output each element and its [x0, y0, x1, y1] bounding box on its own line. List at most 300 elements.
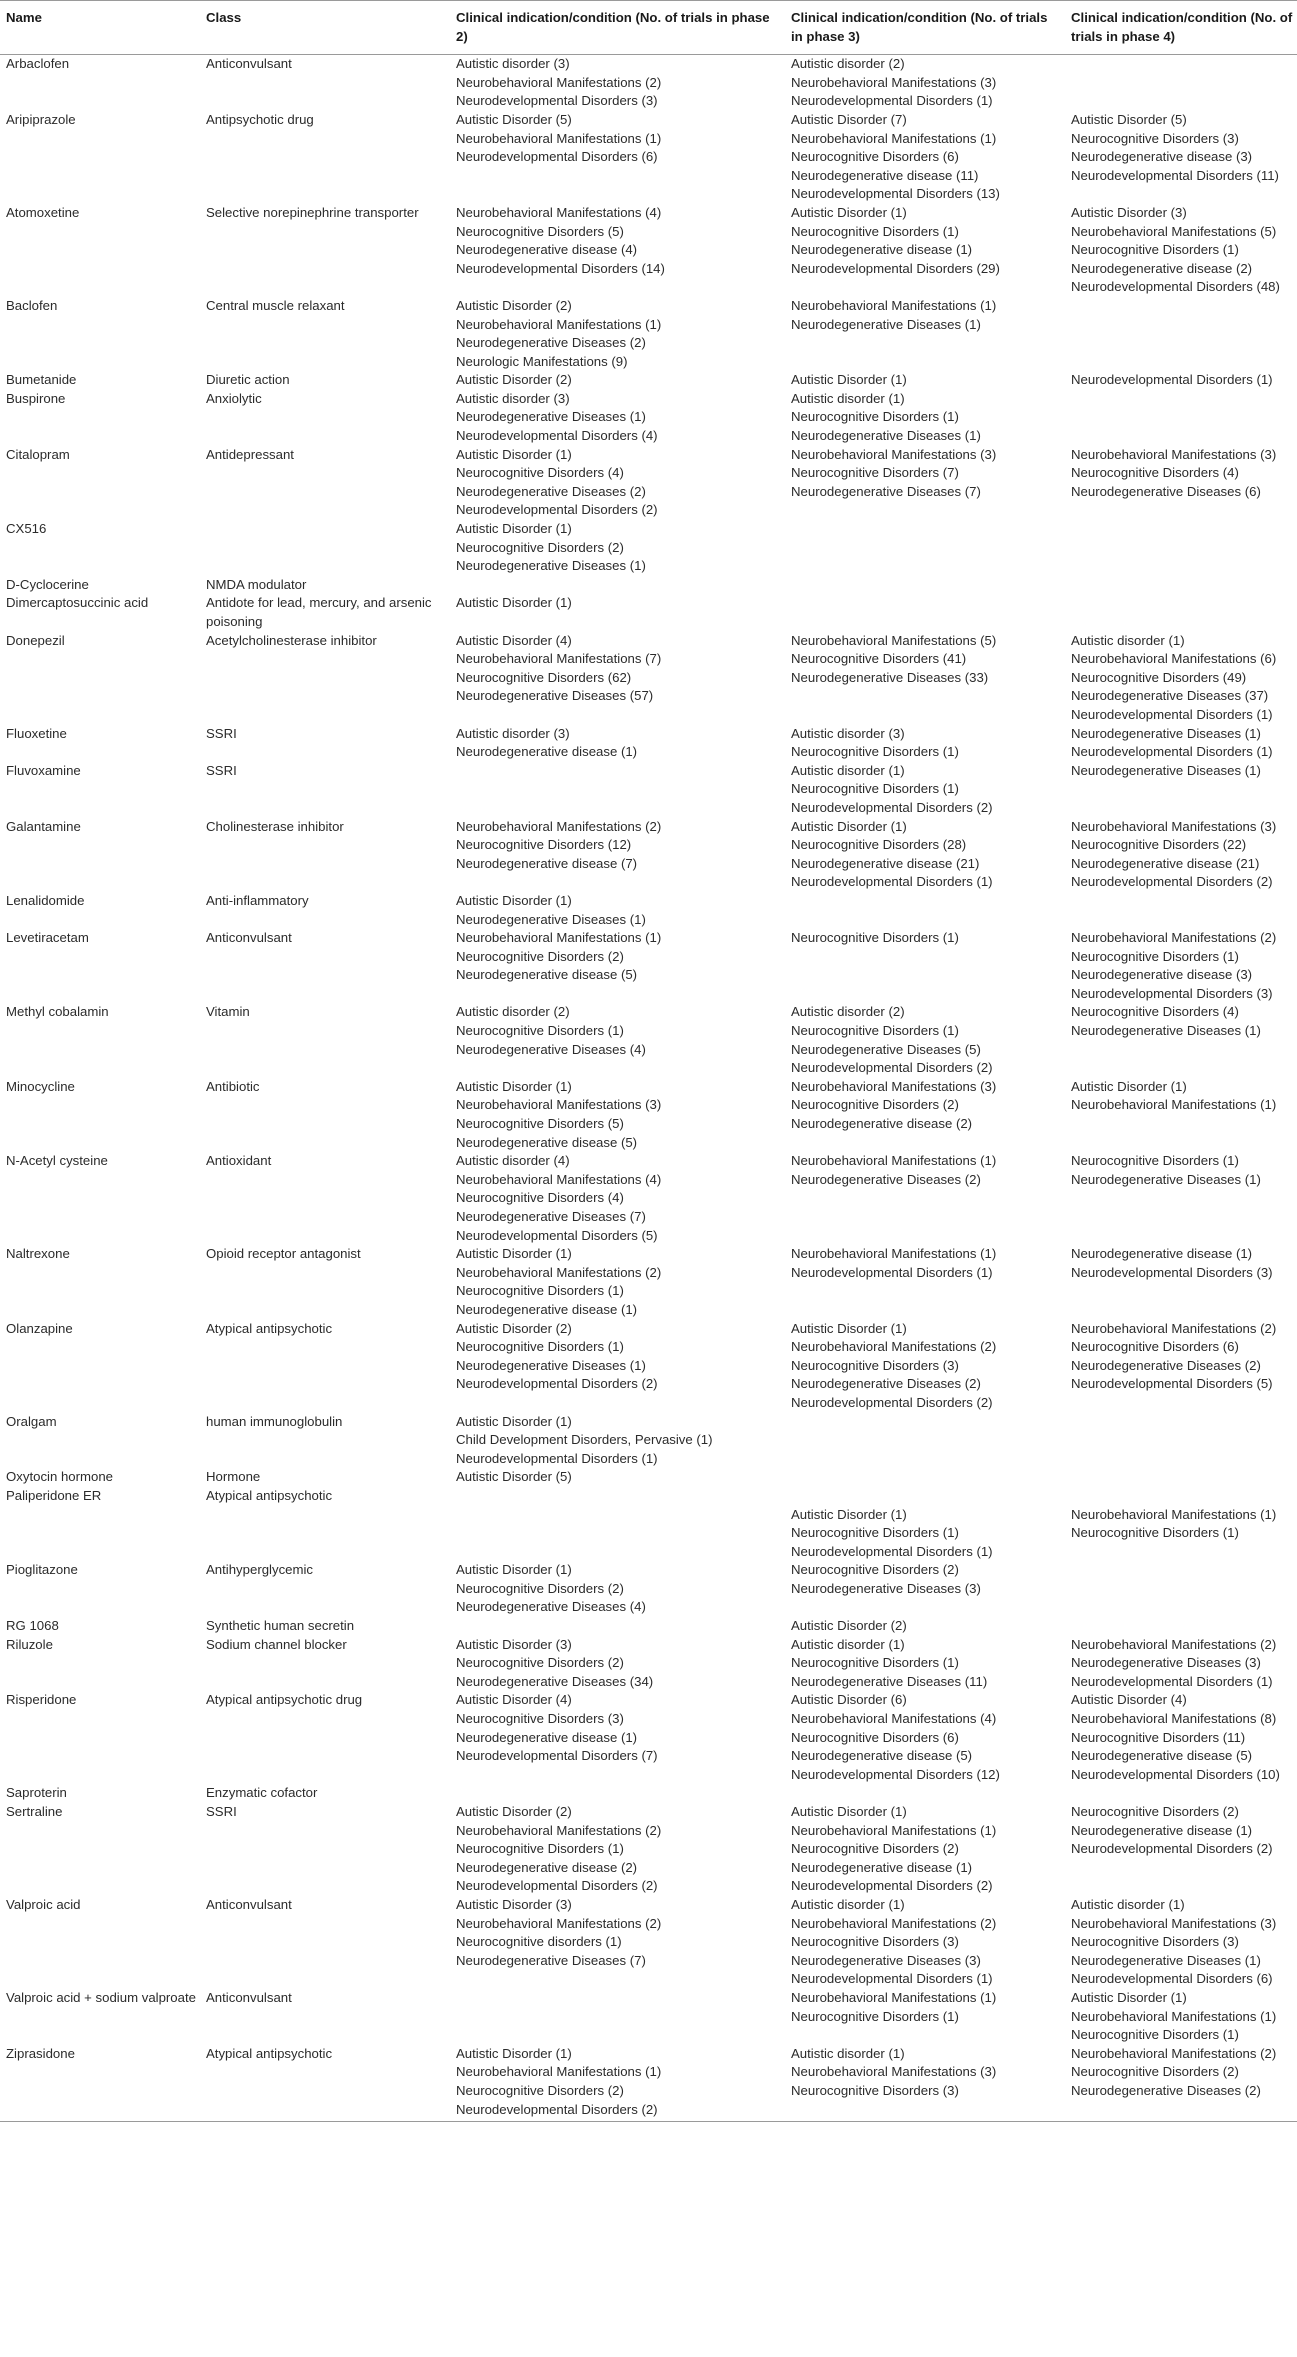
- phase-4-conditions: [1065, 520, 1297, 576]
- condition-entry: Neurodegenerative Diseases (7): [456, 1209, 646, 1224]
- phase-2-conditions: [450, 1320, 785, 1413]
- condition-entry: Neurobehavioral Manifestations (2): [456, 74, 662, 90]
- condition-entry: Neurodegenerative Diseases (1): [456, 409, 646, 425]
- phase-4-conditions: [1065, 725, 1297, 762]
- condition-entry: Autistic disorder (2): [791, 1004, 905, 1020]
- condition-entry: Neurodevelopmental Disorders (10): [1071, 1766, 1280, 1782]
- condition-entry: Neurodegenerative Diseases (37): [1071, 688, 1269, 704]
- condition-entry: Neurobehavioral Manifestations (1): [456, 930, 662, 946]
- table-row: [0, 1468, 1297, 1487]
- drug-name: Oxytocin hormone: [6, 1469, 114, 1485]
- condition-entry: Neurocognitive Disorders (1): [1071, 1525, 1239, 1541]
- condition-entry: Neurocognitive Disorders (3): [456, 1711, 624, 1727]
- condition-entry: Neurocognitive Disorders (1): [456, 1283, 624, 1299]
- condition-entry: Neurodevelopmental Disorders (12): [791, 1766, 1000, 1782]
- drug-class: Atypical antipsychotic: [200, 2045, 450, 2122]
- drug-class: Antidote for lead, mercury, and arsenic poisoning: [206, 595, 432, 629]
- condition-entry: Neurodegenerative Diseases (4): [456, 1041, 646, 1057]
- condition-entry: Autistic Disorder (1): [456, 2045, 572, 2061]
- phase-4-conditions: [1065, 1691, 1297, 1784]
- phase-3-conditions: [785, 1245, 1065, 1319]
- condition-entry: Autistic Disorder (3): [456, 1896, 572, 1912]
- phase-4-conditions: [1065, 111, 1297, 204]
- phase-4-conditions: [1065, 1803, 1297, 1896]
- phase-2-conditions: [450, 1784, 785, 1803]
- phase-2-conditions: [450, 2045, 785, 2122]
- drug-name: Aripiprazole: [6, 111, 76, 127]
- phase-2-conditions: [450, 204, 785, 297]
- condition-entry: Neurocognitive Disorders (2): [791, 1562, 959, 1578]
- condition-entry: Neurocognitive Disorders (12): [456, 837, 632, 853]
- header-row: [0, 1, 1297, 55]
- condition-entry: Neurocognitive Disorders (41): [791, 651, 967, 667]
- condition-entry: Neurodegenerative Diseases (7): [791, 483, 981, 499]
- phase-4-conditions: [1065, 1989, 1297, 2045]
- phase-4-conditions: [1065, 762, 1297, 818]
- drug-name: Valproic acid + sodium valproate: [6, 1989, 196, 2005]
- phase-3-conditions: [785, 520, 1065, 576]
- condition-entry: Neurodevelopmental Disorders (13): [791, 186, 1000, 202]
- phase-3-conditions: [785, 818, 1065, 892]
- condition-entry: Neurodegenerative Diseases (7): [456, 1952, 646, 1968]
- drug-name: Dimercaptosuccinic acid: [6, 595, 149, 611]
- condition-entry: Neurodegenerative Diseases (2): [456, 483, 646, 499]
- drug-name: Minocycline: [6, 1078, 75, 1094]
- condition-entry: Autistic Disorder (1): [1071, 1078, 1187, 1094]
- condition-entry: Autistic disorder (1): [791, 1896, 905, 1912]
- condition-entry: Neurodevelopmental Disorders (3): [1071, 1264, 1273, 1280]
- condition-entry: Neurobehavioral Manifestations (3): [456, 1097, 662, 1113]
- drug-name: D-Cyclocerine: [6, 576, 89, 592]
- drug-name: RG 1068: [6, 1618, 59, 1634]
- condition-entry: Neurobehavioral Manifestations (5): [1071, 223, 1277, 239]
- condition-entry: Neurobehavioral Manifestations (1): [456, 130, 662, 146]
- condition-entry: Autistic disorder (1): [1071, 1896, 1185, 1912]
- phase-2-conditions: [450, 297, 785, 371]
- condition-entry: Neurobehavioral Manifestations (2): [456, 818, 662, 834]
- condition-entry: Neurodegenerative disease (1): [456, 1301, 638, 1317]
- condition-entry: Neurocognitive Disorders (3): [791, 1357, 959, 1373]
- condition-entry: Autistic Disorder (2): [456, 1804, 572, 1819]
- condition-entry: Autistic Disorder (3): [1071, 204, 1187, 220]
- condition-entry: Neurocognitive Disorders (1): [456, 1023, 624, 1039]
- condition-entry: Neurocognitive Disorders (22): [1071, 837, 1247, 853]
- drug-name: N-Acetyl cysteine: [6, 1153, 108, 1169]
- condition-entry: Autistic Disorder (5): [1071, 111, 1187, 127]
- condition-entry: Neurodegenerative disease (21): [1071, 855, 1260, 871]
- condition-entry: Autistic Disorder (4): [456, 632, 572, 648]
- condition-entry: Neurobehavioral Manifestations (7): [456, 651, 662, 667]
- condition-entry: Autistic disorder (3): [791, 725, 905, 741]
- condition-entry: Autistic Disorder (1): [456, 446, 572, 462]
- drug-class: Antipsychotic drug: [206, 111, 314, 127]
- table-row: [0, 111, 1297, 204]
- phase-4-conditions: [1065, 1003, 1297, 1077]
- condition-entry: Autistic Disorder (1): [456, 1413, 572, 1429]
- table-row: [0, 632, 1297, 725]
- drug-name: Citalopram: [6, 446, 70, 462]
- condition-entry: Neurocognitive Disorders (2): [1071, 2064, 1239, 2080]
- condition-entry: Neurocognitive Disorders (1): [1071, 948, 1239, 964]
- table-row: [0, 1784, 1297, 1803]
- condition-entry: Autistic disorder (3): [456, 56, 570, 72]
- condition-entry: Neurodegenerative disease (21): [791, 855, 980, 871]
- condition-entry: Autistic disorder (1): [1071, 632, 1185, 648]
- condition-entry: Neurocognitive Disorders (3): [791, 2082, 959, 2098]
- condition-entry: Neurodevelopmental Disorders (3): [1071, 985, 1273, 1001]
- drug-class: Selective norepinephrine transporter: [206, 204, 419, 220]
- drug-class: Anxiolytic: [206, 390, 262, 406]
- condition-entry: Autistic Disorder (1): [456, 892, 572, 908]
- phase-2-conditions: [450, 55, 785, 111]
- condition-entry: Neurodegenerative Diseases (57): [456, 688, 654, 704]
- condition-entry: Neurobehavioral Manifestations (3): [1071, 1915, 1277, 1931]
- phase-4-conditions: [1065, 632, 1297, 725]
- condition-entry: Neurodevelopmental Disorders (2): [1071, 1841, 1273, 1857]
- condition-entry: Neurodevelopmental Disorders (2): [1071, 874, 1273, 890]
- drug-class: Cholinesterase inhibitor: [206, 818, 344, 834]
- phase-3-conditions: [785, 371, 1065, 390]
- condition-entry: [791, 1487, 1061, 1506]
- drug-class: Central muscle relaxant: [206, 297, 345, 313]
- drug-name: Ziprasidone: [0, 2045, 200, 2122]
- condition-entry: Neurodevelopmental Disorders (6): [456, 149, 658, 165]
- condition-entry: Neurobehavioral Manifestations (3): [1071, 818, 1277, 834]
- condition-entry: Neurobehavioral Manifestations (1): [456, 2064, 662, 2080]
- condition-entry: Neurobehavioral Manifestations (1): [456, 316, 662, 332]
- condition-entry: Neurobehavioral Manifestations (2): [456, 1915, 662, 1931]
- condition-entry: Neurocognitive Disorders (4): [456, 1190, 624, 1206]
- drug-class: SSRI: [206, 762, 237, 778]
- phase-4-conditions: [1065, 1896, 1297, 1989]
- table-row: [0, 1245, 1297, 1319]
- condition-entry: Neurocognitive Disorders (1): [1071, 1153, 1239, 1169]
- condition-entry: Neurocognitive Disorders (2): [1071, 1804, 1239, 1819]
- condition-entry: Neurodegenerative disease (11): [791, 167, 979, 183]
- condition-entry: Neurobehavioral Manifestations (4): [456, 204, 662, 220]
- condition-entry: Autistic disorder (4): [456, 1153, 570, 1169]
- condition-entry: Neurodegenerative disease (5): [456, 1134, 638, 1150]
- drug-class: Opioid receptor antagonist: [206, 1246, 361, 1262]
- phase-4-conditions: [1065, 1413, 1297, 1469]
- condition-entry: Neurodevelopmental Disorders (1): [1071, 372, 1273, 388]
- phase-4-conditions: [1065, 390, 1297, 446]
- condition-entry: Neurocognitive Disorders (6): [791, 149, 959, 165]
- drug-name: Lenalidomide: [6, 892, 85, 908]
- condition-entry: Neurodegenerative Diseases (1): [791, 316, 981, 332]
- condition-entry: Neurocognitive Disorders (1): [791, 223, 959, 239]
- table-row: [0, 55, 1297, 111]
- phase-4-conditions: [1065, 1784, 1297, 1803]
- table-row: [0, 446, 1297, 520]
- drug-name: Pioglitazone: [6, 1562, 78, 1578]
- condition-entry: Autistic Disorder (2): [791, 1618, 907, 1634]
- condition-entry: Neurodevelopmental Disorders (2): [456, 2101, 658, 2117]
- condition-entry: Neurobehavioral Manifestations (1): [1071, 1097, 1277, 1113]
- condition-entry: Neurodegenerative disease (5): [456, 967, 638, 983]
- phase-3-conditions: [785, 892, 1065, 929]
- table-row: [0, 725, 1297, 762]
- phase-3-conditions: [785, 762, 1065, 818]
- table-row: [0, 1320, 1297, 1413]
- phase-2-conditions: [450, 632, 785, 725]
- drug-class: Anticonvulsant: [206, 1896, 292, 1912]
- table-row: [0, 1078, 1297, 1152]
- drug-name: Baclofen: [6, 297, 58, 313]
- condition-entry: Neurobehavioral Manifestations (3): [791, 74, 997, 90]
- condition-entry: Autistic Disorder (7): [791, 111, 907, 127]
- condition-entry: Neurocognitive Disorders (5): [456, 1116, 624, 1132]
- condition-entry: Autistic Disorder (1): [456, 1562, 572, 1578]
- phase-4-conditions: [1065, 1636, 1297, 1692]
- condition-entry: Neurodegenerative Diseases (2): [1071, 1357, 1261, 1373]
- table-row: [0, 1152, 1297, 1245]
- drug-name: Donepezil: [6, 632, 65, 648]
- condition-entry: Neurodegenerative disease (1): [456, 1729, 638, 1745]
- drug-class: Anticonvulsant: [206, 930, 292, 946]
- phase-3-conditions: [785, 1078, 1065, 1152]
- drug-class: Synthetic human secretin: [206, 1618, 355, 1634]
- table-row: [0, 576, 1297, 595]
- condition-entry: Autistic disorder (2): [791, 56, 905, 72]
- condition-entry: Neurobehavioral Manifestations (8): [1071, 1711, 1277, 1727]
- phase-2-conditions: [450, 762, 785, 818]
- phase-2-conditions: [450, 1487, 785, 1561]
- condition-entry: Neurocognitive Disorders (28): [791, 837, 967, 853]
- phase-4-conditions: [1065, 55, 1297, 111]
- drug-name: Atomoxetine: [6, 204, 80, 220]
- condition-entry: Neurocognitive Disorders (2): [456, 1655, 624, 1671]
- condition-entry: Neurodegenerative Diseases (1): [456, 911, 646, 927]
- condition-entry: Autistic Disorder (1): [791, 204, 907, 220]
- condition-entry: Neurodegenerative disease (5): [1071, 1748, 1253, 1764]
- condition-entry: Neurodevelopmental Disorders (1): [791, 1264, 993, 1280]
- header-class: Class: [200, 1, 450, 55]
- condition-entry: Neurocognitive Disorders (6): [791, 1729, 959, 1745]
- table-row: [0, 1003, 1297, 1077]
- drug-name: Paliperidone ER: [6, 1487, 102, 1503]
- table-row: [0, 390, 1297, 446]
- condition-entry: Autistic Disorder (1): [791, 818, 907, 834]
- drug-class: human immunoglobulin: [206, 1413, 343, 1429]
- condition-entry: Neurodevelopmental Disorders (2): [791, 799, 993, 815]
- condition-entry: Neurodevelopmental Disorders (2): [456, 1878, 658, 1894]
- drug-class: Anticonvulsant: [206, 1989, 292, 2005]
- condition-entry: Autistic Disorder (1): [456, 521, 572, 537]
- drug-class: SSRI: [206, 1804, 237, 1819]
- condition-entry: Neurodevelopmental Disorders (1): [791, 93, 993, 109]
- phase-3-conditions: [785, 725, 1065, 762]
- drug-class: Antidepressant: [206, 446, 294, 462]
- phase-3-conditions: [785, 55, 1065, 111]
- table-row: [0, 594, 1297, 631]
- condition-entry: Neurodevelopmental Disorders (29): [791, 260, 1000, 276]
- table-row: [0, 1636, 1297, 1692]
- condition-entry: Neurodevelopmental Disorders (1): [1071, 706, 1273, 722]
- table-row: [0, 1561, 1297, 1617]
- condition-entry: Autistic disorder (1): [791, 1636, 905, 1652]
- condition-entry: Neurodevelopmental Disorders (1): [791, 1543, 993, 1559]
- condition-entry: Neurocognitive Disorders (6): [1071, 1339, 1239, 1355]
- phase-2-conditions: [450, 1413, 785, 1469]
- condition-entry: Neurobehavioral Manifestations (1): [791, 1153, 997, 1169]
- condition-entry: Child Development Disorders, Pervasive (1): [456, 1432, 713, 1448]
- condition-entry: Neurodevelopmental Disorders (1): [791, 1971, 993, 1987]
- condition-entry: Neurodegenerative disease (1): [791, 242, 973, 258]
- condition-entry: Neurodegenerative Diseases (1): [456, 558, 646, 574]
- condition-entry: Neurocognitive Disorders (3): [1071, 1934, 1239, 1950]
- condition-entry: Neurocognitive Disorders (2): [456, 948, 624, 964]
- drug-name: Arbaclofen: [6, 56, 70, 72]
- phase-3-conditions: [785, 1487, 1065, 1561]
- condition-entry: Neurocognitive Disorders (5): [456, 223, 624, 239]
- drug-class: Hormone: [206, 1469, 261, 1485]
- condition-entry: Neurodegenerative Diseases (33): [791, 669, 989, 685]
- condition-entry: Neurocognitive Disorders (2): [456, 2082, 624, 2098]
- phase-3-conditions: [785, 204, 1065, 297]
- condition-entry: Neurocognitive Disorders (7): [791, 465, 959, 481]
- drug-class: Atypical antipsychotic drug: [206, 1692, 363, 1708]
- condition-entry: Neurobehavioral Manifestations (6): [1071, 651, 1277, 667]
- phase-3-conditions: [785, 1561, 1065, 1617]
- phase-3-conditions: [785, 1989, 1065, 2045]
- condition-entry: Neurocognitive Disorders (1): [791, 409, 959, 425]
- phase-2-conditions: [450, 1989, 785, 2045]
- condition-entry: Autistic Disorder (1): [791, 1804, 907, 1819]
- phase-4-conditions: [1065, 892, 1297, 929]
- phase-3-conditions: [785, 1152, 1065, 1245]
- condition-entry: Autistic Disorder (5): [456, 111, 572, 127]
- table-body: [0, 55, 1297, 2122]
- phase-4-conditions: [1065, 371, 1297, 390]
- phase-3-conditions: [785, 446, 1065, 520]
- drug-name: Olanzapine: [6, 1320, 73, 1336]
- table-row: [0, 1896, 1297, 1989]
- condition-entry: Neurodegenerative Diseases (1): [1071, 725, 1261, 741]
- condition-entry: Neurocognitive Disorders (1): [1071, 2027, 1239, 2043]
- condition-entry: Autistic Disorder (4): [456, 1692, 572, 1708]
- condition-entry: Neurobehavioral Manifestations (2): [1071, 1320, 1277, 1336]
- condition-entry: Neurodevelopmental Disorders (5): [456, 1227, 658, 1243]
- table-row: [0, 1413, 1297, 1469]
- condition-entry: Neurocognitive Disorders (2): [791, 1841, 959, 1857]
- condition-entry: Neurodegenerative disease (1): [456, 744, 638, 760]
- condition-entry: Neurobehavioral Manifestations (5): [791, 632, 997, 648]
- condition-entry: Neurobehavioral Manifestations (1): [791, 130, 997, 146]
- condition-entry: Neurodegenerative disease (5): [791, 1748, 973, 1764]
- condition-entry: Autistic disorder (1): [791, 762, 905, 778]
- condition-entry: Neurobehavioral Manifestations (4): [456, 1171, 662, 1187]
- phase-4-conditions: [1065, 929, 1297, 1003]
- condition-entry: Neurocognitive Disorders (1): [791, 1655, 959, 1671]
- drug-class: Atypical antipsychotic: [206, 1487, 333, 1503]
- condition-entry: Neurocognitive Disorders (2): [456, 539, 624, 555]
- header-phase-4: Clinical indication/condition (No. of trials in phase 4): [1065, 1, 1297, 55]
- condition-entry: Neurobehavioral Manifestations (3): [791, 1078, 997, 1094]
- phase-4-conditions: [1065, 1487, 1297, 1561]
- condition-entry: Neurocognitive disorders (1): [456, 1934, 622, 1950]
- condition-entry: Neurocognitive Disorders (1): [791, 2008, 959, 2024]
- condition-entry: Neurocognitive Disorders (49): [1071, 669, 1247, 685]
- condition-entry: Neurodegenerative Diseases (1): [1071, 1171, 1261, 1187]
- condition-entry: Neurodegenerative disease (2): [456, 1859, 638, 1875]
- drug-name: CX516: [6, 521, 47, 537]
- phase-4-conditions: [1065, 1152, 1297, 1245]
- phase-4-conditions: [1065, 446, 1297, 520]
- table-row: [0, 371, 1297, 390]
- drug-name: Risperidone: [6, 1692, 77, 1708]
- phase-3-conditions: [785, 576, 1065, 595]
- phase-3-conditions: [785, 111, 1065, 204]
- condition-entry: Neurodegenerative Diseases (5): [791, 1041, 981, 1057]
- condition-entry: Neurodevelopmental Disorders (3): [456, 93, 658, 109]
- condition-entry: Autistic disorder (2): [456, 1004, 570, 1020]
- condition-entry: Neurodevelopmental Disorders (1): [1071, 1673, 1273, 1689]
- condition-entry: Neurocognitive Disorders (1): [456, 1841, 624, 1857]
- condition-entry: Neurobehavioral Manifestations (2): [791, 1339, 997, 1355]
- condition-entry: Neurobehavioral Manifestations (3): [791, 2064, 997, 2080]
- condition-entry: Neurodegenerative Diseases (1): [791, 428, 981, 444]
- table-row: [0, 818, 1297, 892]
- condition-entry: Neurodegenerative Diseases (2): [1071, 2082, 1261, 2098]
- condition-entry: Neurocognitive Disorders (1): [791, 781, 959, 797]
- table-row: [0, 1803, 1297, 1896]
- drug-name: Bumetanide: [6, 372, 77, 388]
- condition-entry: Neurobehavioral Manifestations (1): [791, 1822, 997, 1838]
- condition-entry: Autistic Disorder (6): [791, 1692, 907, 1708]
- phase-2-conditions: [450, 892, 785, 929]
- table-row: [0, 1691, 1297, 1784]
- phase-3-conditions: [785, 390, 1065, 446]
- phase-2-conditions: [450, 1803, 785, 1896]
- phase-2-conditions: [450, 1561, 785, 1617]
- condition-entry: Neurodevelopmental Disorders (11): [1071, 167, 1279, 183]
- condition-entry: Neurodegenerative disease (1): [1071, 1822, 1253, 1838]
- condition-entry: Neurodegenerative Diseases (6): [1071, 483, 1261, 499]
- phase-4-conditions: [1065, 1320, 1297, 1413]
- condition-entry: Neurodegenerative Diseases (11): [791, 1673, 988, 1689]
- table-row: [0, 297, 1297, 371]
- condition-entry: Autistic Disorder (3): [456, 1636, 572, 1652]
- condition-entry: Neurodevelopmental Disorders (4): [456, 428, 658, 444]
- phase-2-conditions: [450, 1896, 785, 1989]
- condition-entry: Autistic Disorder (1): [791, 372, 907, 388]
- condition-entry: Neurocognitive Disorders (1): [791, 930, 959, 946]
- phase-4-conditions: [1065, 576, 1297, 595]
- table-row: [0, 520, 1297, 576]
- condition-entry: Autistic Disorder (1): [456, 1246, 572, 1262]
- phase-4-conditions: [1065, 594, 1297, 631]
- condition-entry: Neurocognitive Disorders (4): [1071, 465, 1239, 481]
- condition-entry: Neurodevelopmental Disorders (2): [456, 502, 658, 518]
- condition-entry: Autistic Disorder (4): [1071, 1692, 1187, 1708]
- condition-entry: Neurocognitive Disorders (1): [1071, 242, 1239, 258]
- condition-entry: Autistic disorder (1): [791, 390, 905, 406]
- condition-entry: Autistic Disorder (1): [791, 1506, 907, 1522]
- phase-4-conditions: [1065, 1468, 1297, 1487]
- condition-entry: [1071, 1487, 1293, 1506]
- phase-2-conditions: [450, 1078, 785, 1152]
- drug-name: Fluoxetine: [6, 725, 67, 741]
- condition-entry: Neurobehavioral Manifestations (2): [456, 1264, 662, 1280]
- condition-entry: Neurodevelopmental Disorders (1): [791, 874, 993, 890]
- condition-entry: Autistic disorder (3): [456, 725, 570, 741]
- condition-entry: Neurodegenerative Diseases (3): [791, 1952, 981, 1968]
- phase-3-conditions: [785, 1784, 1065, 1803]
- drug-class: Anticonvulsant: [206, 56, 292, 72]
- phase-4-conditions: [1065, 2045, 1297, 2122]
- table-row: [0, 762, 1297, 818]
